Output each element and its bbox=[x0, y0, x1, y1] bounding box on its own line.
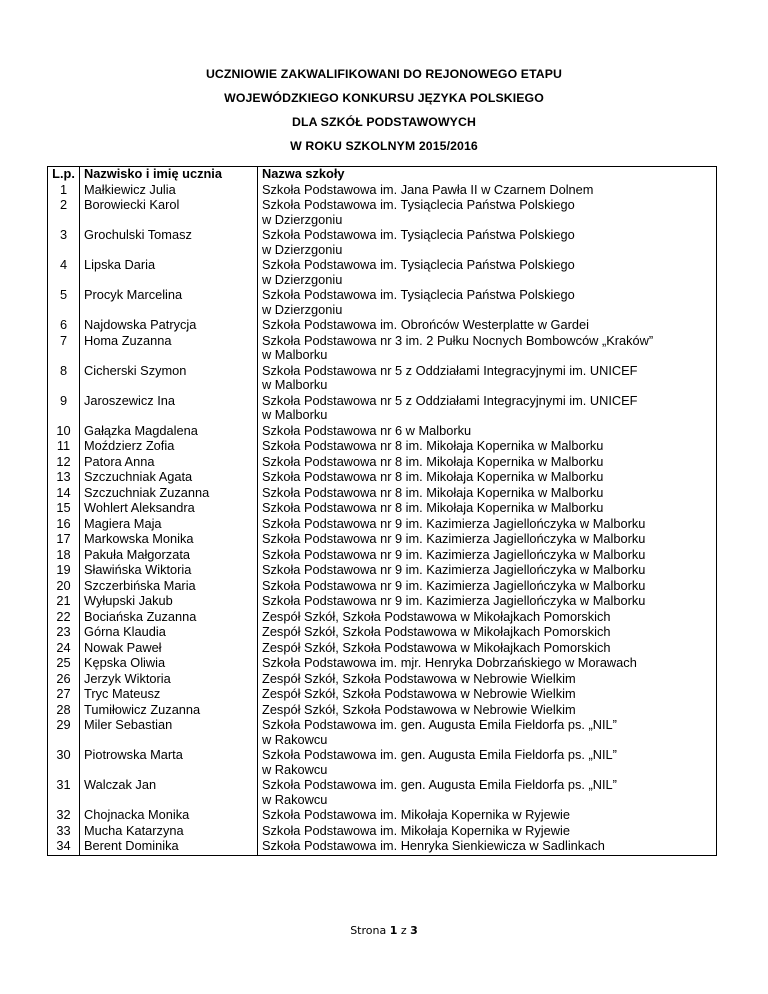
footer-prefix: Strona bbox=[350, 924, 387, 937]
student-name: Markowska Monika bbox=[80, 532, 258, 548]
row-number: 1 bbox=[48, 183, 80, 199]
heading-line-1: UCZNIOWIE ZAKWALIFIKOWANI DO REJONOWEGO ETAPU bbox=[205, 67, 563, 81]
row-number: 25 bbox=[48, 656, 80, 672]
school-name: Szkoła Podstawowa im. gen. Augusta Emila Fieldorfa ps. „NIL” w Rakowcu bbox=[258, 748, 717, 778]
table-row bbox=[48, 517, 717, 533]
school-name: Szkoła Podstawowa nr 9 im. Kazimierza Jagiellończyka w Malborku bbox=[258, 548, 717, 564]
student-name: Sławińska Wiktoria bbox=[80, 563, 258, 579]
student-name: Nowak Paweł bbox=[80, 641, 258, 657]
school-name: Szkoła Podstawowa im. Jana Pawła II w Czarnem Dolnem bbox=[258, 183, 717, 199]
table-row bbox=[48, 656, 717, 672]
table-header-row bbox=[48, 167, 717, 183]
footer-of: z bbox=[400, 924, 407, 937]
student-name: Gałązka Magdalena bbox=[80, 424, 258, 440]
row-number: 33 bbox=[48, 824, 80, 840]
school-name: Szkoła Podstawowa nr 3 im. 2 Pułku Nocnych Bombowców „Kraków” w Malborku bbox=[258, 334, 717, 364]
student-name: Najdowska Patrycja bbox=[80, 318, 258, 334]
school-name: Szkoła Podstawowa im. mjr. Henryka Dobrzańskiego w Morawach bbox=[258, 656, 717, 672]
table-row bbox=[48, 288, 717, 318]
heading-line-2: WOJEWÓDZKIEGO KONKURSU JĘZYKA POLSKIEGO bbox=[224, 91, 544, 105]
table-row bbox=[48, 455, 717, 471]
table-row bbox=[48, 183, 717, 199]
student-name: Piotrowska Marta bbox=[80, 748, 258, 778]
row-number: 7 bbox=[48, 334, 80, 364]
student-name: Szczuchniak Agata bbox=[80, 470, 258, 486]
school-name: Szkoła Podstawowa im. Mikołaja Kopernika w Ryjewie bbox=[258, 824, 717, 840]
school-name: Szkoła Podstawowa im. Mikołaja Kopernika w Ryjewie bbox=[258, 808, 717, 824]
student-name: Tryc Mateusz bbox=[80, 687, 258, 703]
student-name: Małkiewicz Julia bbox=[80, 183, 258, 199]
row-number: 30 bbox=[48, 748, 80, 778]
school-name: Szkoła Podstawowa nr 8 im. Mikołaja Kopernika w Malborku bbox=[258, 439, 717, 455]
table-row bbox=[48, 672, 717, 688]
school-name: Zespół Szkół, Szkoła Podstawowa w Mikołajkach Pomorskich bbox=[258, 641, 717, 657]
school-name: Zespół Szkół, Szkoła Podstawowa w Nebrowie Wielkim bbox=[258, 703, 717, 719]
row-number: 4 bbox=[48, 258, 80, 288]
row-number: 11 bbox=[48, 439, 80, 455]
table-row bbox=[48, 228, 717, 258]
table-row bbox=[48, 394, 717, 424]
row-number: 6 bbox=[48, 318, 80, 334]
school-name: Szkoła Podstawowa nr 5 z Oddziałami Integracyjnymi im. UNICEF w Malborku bbox=[258, 394, 717, 424]
table-row bbox=[48, 610, 717, 626]
student-name: Bociańska Zuzanna bbox=[80, 610, 258, 626]
table-row bbox=[48, 594, 717, 610]
row-number: 16 bbox=[48, 517, 80, 533]
school-name: Szkoła Podstawowa nr 9 im. Kazimierza Jagiellończyka w Malborku bbox=[258, 517, 717, 533]
table-row bbox=[48, 625, 717, 641]
student-name: Patora Anna bbox=[80, 455, 258, 471]
row-number: 9 bbox=[48, 394, 80, 424]
row-number: 19 bbox=[48, 563, 80, 579]
students-table bbox=[47, 166, 717, 856]
row-number: 26 bbox=[48, 672, 80, 688]
table-row bbox=[48, 839, 717, 855]
school-name: Szkoła Podstawowa im. Obrońców Westerplatte w Gardei bbox=[258, 318, 717, 334]
student-name: Tumiłowicz Zuzanna bbox=[80, 703, 258, 719]
row-number: 14 bbox=[48, 486, 80, 502]
row-number: 27 bbox=[48, 687, 80, 703]
row-number: 2 bbox=[48, 198, 80, 228]
table-row bbox=[48, 486, 717, 502]
row-number: 20 bbox=[48, 579, 80, 595]
row-number: 8 bbox=[48, 364, 80, 394]
row-number: 5 bbox=[48, 288, 80, 318]
table-row bbox=[48, 748, 717, 778]
table-row bbox=[48, 718, 717, 748]
row-number: 21 bbox=[48, 594, 80, 610]
school-name: Szkoła Podstawowa nr 6 w Malborku bbox=[258, 424, 717, 440]
school-name: Szkoła Podstawowa nr 8 im. Mikołaja Kopernika w Malborku bbox=[258, 486, 717, 502]
column-header-lp: L.p. bbox=[48, 167, 80, 183]
student-name: Borowiecki Karol bbox=[80, 198, 258, 228]
student-name: Magiera Maja bbox=[80, 517, 258, 533]
school-name: Zespół Szkół, Szkoła Podstawowa w Nebrowie Wielkim bbox=[258, 672, 717, 688]
table-row bbox=[48, 548, 717, 564]
student-name: Miler Sebastian bbox=[80, 718, 258, 748]
heading-line-4: W ROKU SZKOLNYM 2015/2016 bbox=[290, 139, 478, 153]
row-number: 28 bbox=[48, 703, 80, 719]
row-number: 13 bbox=[48, 470, 80, 486]
school-name: Szkoła Podstawowa nr 9 im. Kazimierza Jagiellończyka w Malborku bbox=[258, 563, 717, 579]
table-row bbox=[48, 687, 717, 703]
school-name: Szkoła Podstawowa nr 5 z Oddziałami Integracyjnymi im. UNICEF w Malborku bbox=[258, 364, 717, 394]
row-number: 32 bbox=[48, 808, 80, 824]
school-name: Zespół Szkół, Szkoła Podstawowa w Mikołajkach Pomorskich bbox=[258, 625, 717, 641]
table-row bbox=[48, 258, 717, 288]
student-name: Procyk Marcelina bbox=[80, 288, 258, 318]
table-row bbox=[48, 808, 717, 824]
student-name: Walczak Jan bbox=[80, 778, 258, 808]
page-footer bbox=[0, 924, 768, 937]
row-number: 22 bbox=[48, 610, 80, 626]
table-row bbox=[48, 501, 717, 517]
row-number: 24 bbox=[48, 641, 80, 657]
column-header-name: Nazwisko i imię ucznia bbox=[80, 167, 258, 183]
student-name: Kępska Oliwia bbox=[80, 656, 258, 672]
footer-total-pages: 3 bbox=[410, 924, 418, 937]
student-name: Moździerz Zofia bbox=[80, 439, 258, 455]
school-name: Szkoła Podstawowa im. gen. Augusta Emila Fieldorfa ps. „NIL” w Rakowcu bbox=[258, 718, 717, 748]
student-name: Szczuchniak Zuzanna bbox=[80, 486, 258, 502]
row-number: 18 bbox=[48, 548, 80, 564]
school-name: Szkoła Podstawowa nr 8 im. Mikołaja Kopernika w Malborku bbox=[258, 501, 717, 517]
student-name: Grochulski Tomasz bbox=[80, 228, 258, 258]
table-row bbox=[48, 579, 717, 595]
student-name: Homa Zuzanna bbox=[80, 334, 258, 364]
row-number: 10 bbox=[48, 424, 80, 440]
footer-page-number: 1 bbox=[389, 924, 398, 937]
school-name: Szkoła Podstawowa nr 9 im. Kazimierza Jagiellończyka w Malborku bbox=[258, 579, 717, 595]
school-name: Szkoła Podstawowa nr 8 im. Mikołaja Kopernika w Malborku bbox=[258, 455, 717, 471]
school-name: Szkoła Podstawowa im. Tysiąclecia Państwa Polskiego w Dzierzgoniu bbox=[258, 258, 717, 288]
school-name: Szkoła Podstawowa im. Tysiąclecia Państwa Polskiego w Dzierzgoniu bbox=[258, 288, 717, 318]
student-name: Jerzyk Wiktoria bbox=[80, 672, 258, 688]
row-number: 31 bbox=[48, 778, 80, 808]
student-name: Cicherski Szymon bbox=[80, 364, 258, 394]
table-row bbox=[48, 532, 717, 548]
row-number: 12 bbox=[48, 455, 80, 471]
table-row bbox=[48, 424, 717, 440]
table-row bbox=[48, 641, 717, 657]
table-row bbox=[48, 824, 717, 840]
heading-line-3: DLA SZKÓŁ PODSTAWOWYCH bbox=[292, 115, 476, 129]
table-row bbox=[48, 778, 717, 808]
table-row bbox=[48, 470, 717, 486]
student-name: Wyłupski Jakub bbox=[80, 594, 258, 610]
column-header-school: Nazwa szkoły bbox=[258, 167, 717, 183]
school-name: Szkoła Podstawowa im. Henryka Sienkiewicza w Sadlinkach bbox=[258, 839, 717, 855]
student-name: Jaroszewicz Ina bbox=[80, 394, 258, 424]
row-number: 17 bbox=[48, 532, 80, 548]
school-name: Zespół Szkół, Szkoła Podstawowa w Mikołajkach Pomorskich bbox=[258, 610, 717, 626]
student-name: Wohlert Aleksandra bbox=[80, 501, 258, 517]
student-name: Mucha Katarzyna bbox=[80, 824, 258, 840]
student-name: Chojnacka Monika bbox=[80, 808, 258, 824]
row-number: 3 bbox=[48, 228, 80, 258]
school-name: Szkoła Podstawowa nr 9 im. Kazimierza Jagiellończyka w Malborku bbox=[258, 532, 717, 548]
row-number: 29 bbox=[48, 718, 80, 748]
student-name: Lipska Daria bbox=[80, 258, 258, 288]
school-name: Szkoła Podstawowa nr 8 im. Mikołaja Kopernika w Malborku bbox=[258, 470, 717, 486]
school-name: Szkoła Podstawowa im. Tysiąclecia Państwa Polskiego w Dzierzgoniu bbox=[258, 228, 717, 258]
table-row bbox=[48, 334, 717, 364]
table-row bbox=[48, 439, 717, 455]
school-name: Szkoła Podstawowa nr 9 im. Kazimierza Jagiellończyka w Malborku bbox=[258, 594, 717, 610]
table-row bbox=[48, 563, 717, 579]
row-number: 15 bbox=[48, 501, 80, 517]
row-number: 23 bbox=[48, 625, 80, 641]
student-name: Berent Dominika bbox=[80, 839, 258, 855]
table-row bbox=[48, 198, 717, 228]
table-row bbox=[48, 318, 717, 334]
school-name: Zespół Szkół, Szkoła Podstawowa w Nebrowie Wielkim bbox=[258, 687, 717, 703]
school-name: Szkoła Podstawowa im. gen. Augusta Emila Fieldorfa ps. „NIL” w Rakowcu bbox=[258, 778, 717, 808]
table-row bbox=[48, 364, 717, 394]
school-name: Szkoła Podstawowa im. Tysiąclecia Państwa Polskiego w Dzierzgoniu bbox=[258, 198, 717, 228]
student-name: Górna Klaudia bbox=[80, 625, 258, 641]
row-number: 34 bbox=[48, 839, 80, 855]
student-name: Pakuła Małgorzata bbox=[80, 548, 258, 564]
table-row bbox=[48, 703, 717, 719]
student-name: Szczerbińska Maria bbox=[80, 579, 258, 595]
